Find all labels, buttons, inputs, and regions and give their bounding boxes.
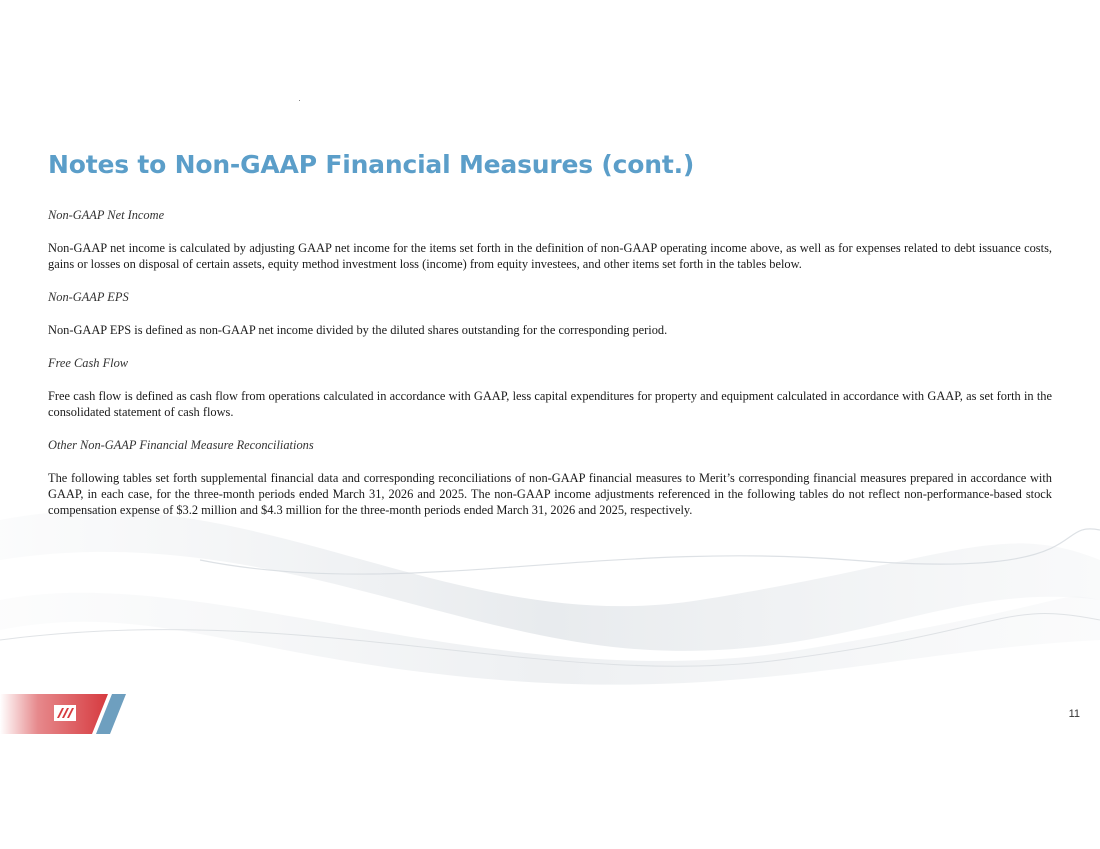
section-body: Free cash flow is defined as cash flow from operations calculated in accordance with GAAP, less capital expenditures for property and equipment calculated in accordance with GAAP, as set forth in the consolidated statement of cash flows. [48,389,1052,419]
section-body: Non-GAAP EPS is defined as non-GAAP net income divided by the diluted shares outstanding for the corresponding period. [48,323,668,337]
section-heading: Non-GAAP Net Income [48,208,165,222]
merit-logo-icon [0,694,130,734]
section-body: The following tables set forth supplemental financial data and corresponding reconciliations of non-GAAP financial measures to Merit’s corresponding financial measures prepared in accordance with GAAP, in each case, for the three-month periods ended March 31, 2026 and 2025. The non-GAAP income adjustments referenced in the following tables do not reflect non-performance-based stock compensation expense of $3.2 million and $4.3 million for the three-month periods ended March 31, 2026 and 2025, respectively. [48,471,1052,517]
section-heading: Non-GAAP EPS [48,290,129,304]
section-heading: Other Non-GAAP Financial Measure Reconciliations [48,438,314,452]
page-title: Notes to Non-GAAP Financial Measures (cont.) [48,150,695,179]
section-body: Non-GAAP net income is calculated by adjusting GAAP net income for the items set forth in the definition of non-GAAP operating income above, as well as for expenses related to debt issuance costs, gains or losses on disposal of certain assets, equity method investment loss (income) from equity investees, and other items set forth in the tables below. [48,241,1052,271]
notes-content [48,207,1052,535]
page-number: 11 [1068,708,1080,720]
decorative-dot [299,100,300,101]
section-heading: Free Cash Flow [48,356,129,370]
